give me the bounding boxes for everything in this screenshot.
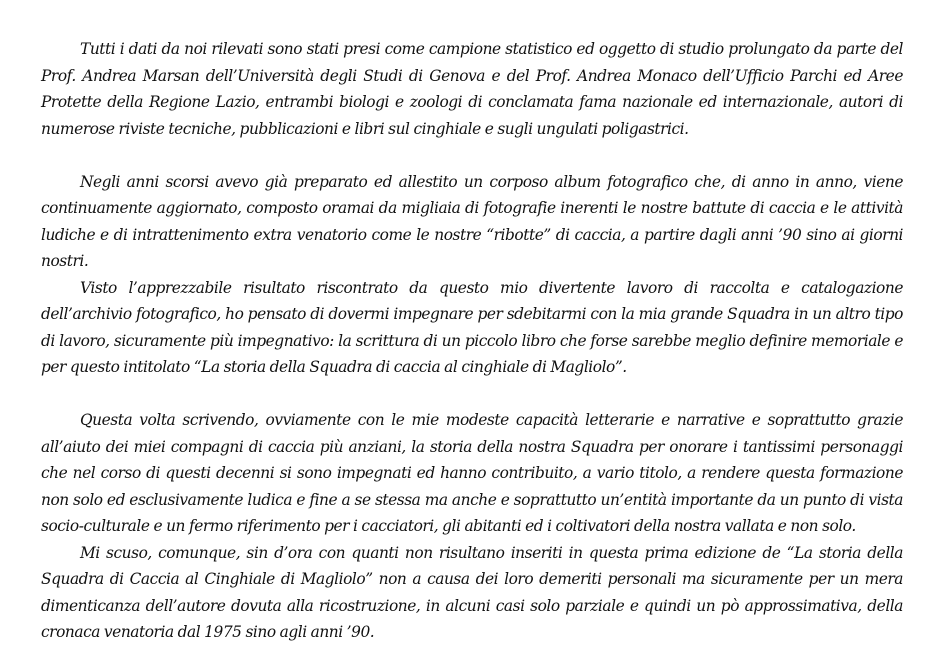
paragraph-data-sources: Tutti i dati da noi rilevati sono stati presi come campione statistico ed oggetto di studio prolungato da parte del Prof. Andrea Marsan dell’Università degli Studi di Genova e del Prof. Andrea Monaco dell’Ufficio Parchi ed Aree Protette della Regione Lazio, entrambi biologi e zoologi di conclamata fama nazionale ed internazionale, autori di numerose riviste tecniche, pubblicazioni e libri sul cinghiale e sugli ungulati poligastrici. xyxy=(41,40,903,138)
paragraph-book-intro: Visto l’apprezzabile risultato riscontrato da questo mio divertente lavoro di raccolta e catalogazione dell’archivio fotografico, ho pensato di dovermi impegnare per sdebitarmi con la mia grande Squadra in un altro tipo di lavoro, sicuramente più impegnativo: la scrittura di un piccolo libro che forse sarebbe meglio definire memoriale e per questo intitolato “La storia della Squadra di caccia al cinghiale di Magliolo”. xyxy=(41,278,903,376)
paragraph-apology: Mi scuso, comunque, sin d’ora con quanti non risultano inseriti in questa prima edizione de “La storia della Squadra di Caccia al Cinghiale di Magliolo” non a causa dei loro demeriti personali ma sicuramente per un mera dimenticanza dell’autore dovuta alla ricostruzione, in alcuni casi solo parziale e quindi un pò approssimativa, della cronaca venatoria dal 1975 sino agli anni ’90. xyxy=(41,543,903,641)
paragraph-photo-album: Negli anni scorsi avevo già preparato ed allestito un corposo album fotografico che, di anno in anno, viene continuamente aggiornato, composto oramai da migliaia di fotografie inerenti le nostre battute di caccia e le attività ludiche e di intrattenimento extra venatorio come le nostre “ribotte” di caccia, a partire dagli anni ’90 sino ai giorni nostri. xyxy=(41,172,903,270)
document-body xyxy=(41,36,903,646)
paragraph-spacer xyxy=(41,381,903,408)
paragraph-spacer xyxy=(41,142,903,169)
paragraph-squad-history: Questa volta scrivendo, ovviamente con le mie modeste capacità letterarie e narrative e soprattutto grazie all’aiuto dei miei compagni di caccia più anziani, la storia della nostra Squadra per onorare i tantissimi personaggi che nel corso di questi decenni si sono impegnati ed hanno contribuito, a vario titolo, a rendere questa formazione non solo ed esclusivamente ludica e fine a se stessa ma anche e soprattutto un’entità importante da un punto di vista socio-culturale e un fermo riferimento per i cacciatori, gli abitanti ed i coltivatori della nostra vallata e non solo. xyxy=(41,411,903,535)
